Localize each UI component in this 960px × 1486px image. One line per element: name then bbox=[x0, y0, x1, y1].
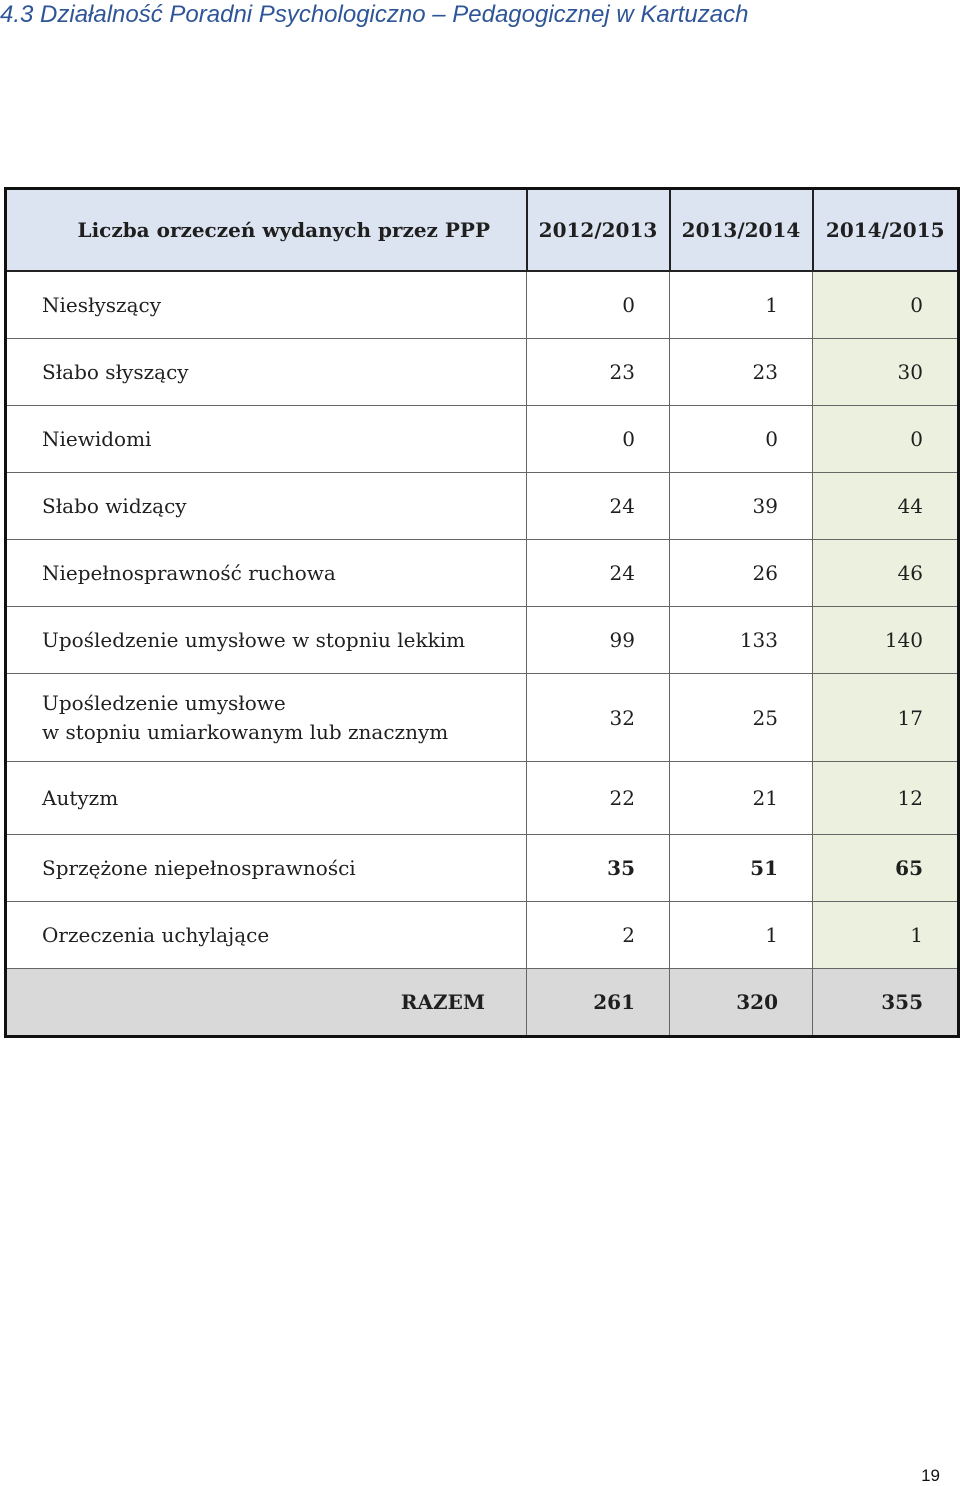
cell-value: 1 bbox=[670, 902, 813, 969]
cell-value: 23 bbox=[670, 339, 813, 406]
table-row bbox=[6, 271, 959, 339]
section-heading: 4.3 Działalność Poradni Psychologiczno – Pedagogicznej w Kartuzach bbox=[0, 1, 749, 28]
row-label: Upośledzenie umysłowe w stopniu lekkim bbox=[6, 607, 527, 674]
row-label: Słabo słyszący bbox=[6, 339, 527, 406]
cell-value: 46 bbox=[813, 540, 959, 607]
cell-value: 23 bbox=[527, 339, 670, 406]
page-number: 19 bbox=[921, 1466, 940, 1485]
total-value: 355 bbox=[813, 969, 959, 1037]
table-row bbox=[6, 339, 959, 406]
cell-value: 0 bbox=[813, 406, 959, 473]
cell-value: 1 bbox=[813, 902, 959, 969]
table-row bbox=[6, 540, 959, 607]
row-label-line: w stopniu umiarkowanym lub znacznym bbox=[42, 719, 449, 744]
cell-value: 35 bbox=[527, 835, 670, 902]
row-label: Orzeczenia uchylające bbox=[6, 902, 527, 969]
cell-value: 2 bbox=[527, 902, 670, 969]
table-row bbox=[6, 473, 959, 540]
cell-value: 30 bbox=[813, 339, 959, 406]
row-label: Słabo widzący bbox=[6, 473, 527, 540]
total-value: 261 bbox=[527, 969, 670, 1037]
total-value: 320 bbox=[670, 969, 813, 1037]
table-row bbox=[6, 762, 959, 835]
row-label: Niesłyszący bbox=[6, 271, 527, 339]
cell-value: 21 bbox=[670, 762, 813, 835]
cell-value: 0 bbox=[527, 271, 670, 339]
cell-value: 17 bbox=[813, 674, 959, 762]
row-label: Niewidomi bbox=[6, 406, 527, 473]
cell-value: 12 bbox=[813, 762, 959, 835]
cell-value: 99 bbox=[527, 607, 670, 674]
table-header-row bbox=[6, 189, 959, 272]
header-year-2012-2013: 2012/2013 bbox=[527, 189, 670, 272]
certificates-table bbox=[4, 187, 960, 1038]
table-row bbox=[6, 674, 959, 762]
cell-value: 24 bbox=[527, 473, 670, 540]
cell-value: 65 bbox=[813, 835, 959, 902]
cell-value: 140 bbox=[813, 607, 959, 674]
cell-value: 51 bbox=[670, 835, 813, 902]
header-label: Liczba orzeczeń wydanych przez PPP bbox=[6, 189, 527, 272]
table-row bbox=[6, 902, 959, 969]
cell-value: 0 bbox=[527, 406, 670, 473]
row-label: Autyzm bbox=[6, 762, 527, 835]
table-total-row bbox=[6, 969, 959, 1037]
total-label: RAZEM bbox=[6, 969, 527, 1037]
cell-value: 133 bbox=[670, 607, 813, 674]
cell-value: 26 bbox=[670, 540, 813, 607]
cell-value: 1 bbox=[670, 271, 813, 339]
table-row bbox=[6, 835, 959, 902]
cell-value: 24 bbox=[527, 540, 670, 607]
cell-value: 0 bbox=[670, 406, 813, 473]
table-row bbox=[6, 406, 959, 473]
cell-value: 0 bbox=[813, 271, 959, 339]
header-year-2013-2014: 2013/2014 bbox=[670, 189, 813, 272]
cell-value: 44 bbox=[813, 473, 959, 540]
cell-value: 39 bbox=[670, 473, 813, 540]
cell-value: 25 bbox=[670, 674, 813, 762]
row-label: Niepełnosprawność ruchowa bbox=[6, 540, 527, 607]
row-label: Sprzężone niepełnosprawności bbox=[6, 835, 527, 902]
table-row bbox=[6, 607, 959, 674]
cell-value: 32 bbox=[527, 674, 670, 762]
row-label bbox=[6, 674, 527, 762]
row-label-line: Upośledzenie umysłowe bbox=[42, 690, 286, 715]
header-year-2014-2015: 2014/2015 bbox=[813, 189, 959, 272]
cell-value: 22 bbox=[527, 762, 670, 835]
